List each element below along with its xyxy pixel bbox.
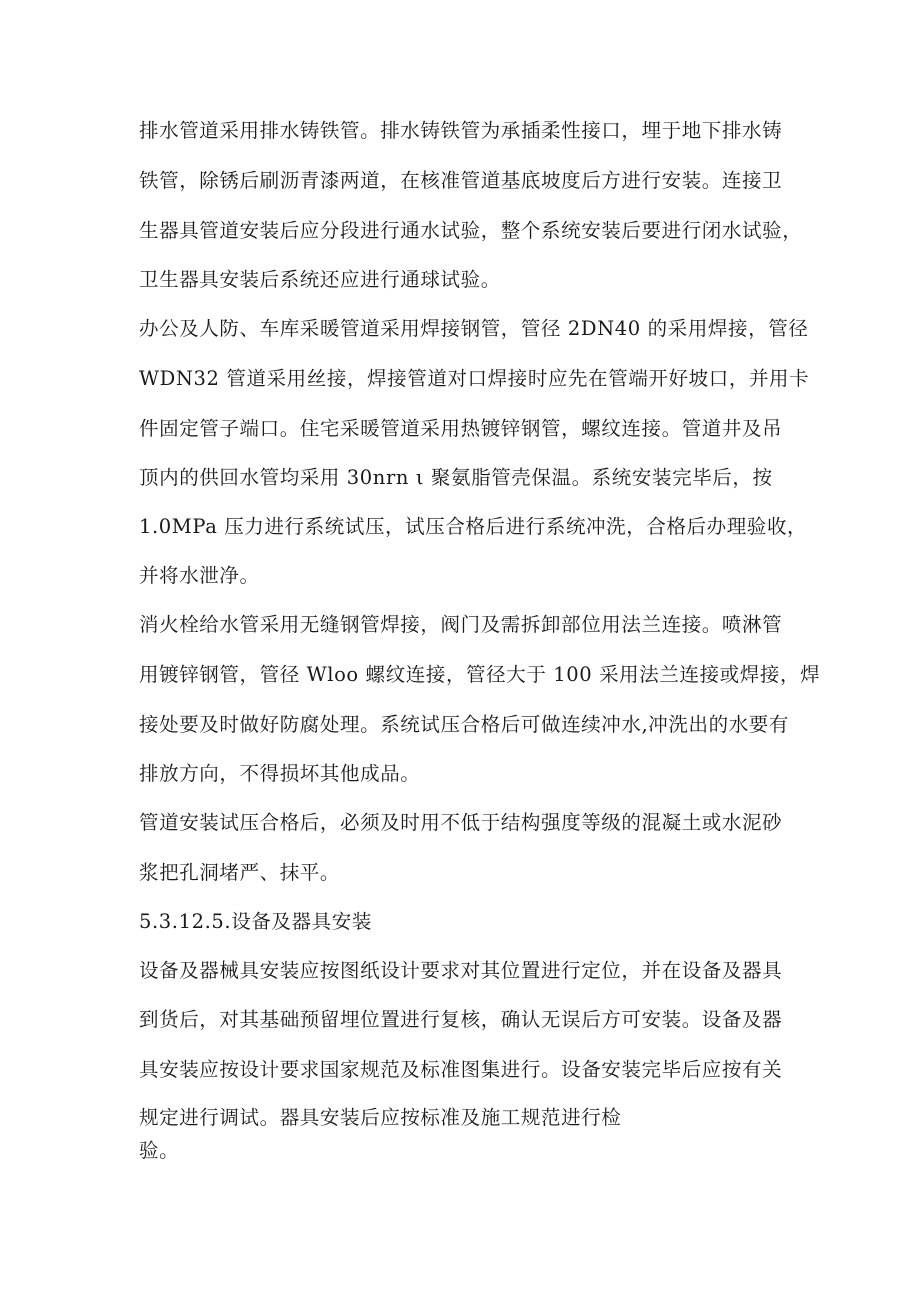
paragraph-line: 生器具管道安装后应分段进行通水试验，整个系统安装后要进行闭水试验， xyxy=(139,219,803,242)
paragraph-line: 铁管，除锈后刷沥青漆两道，在核准管道基底坡度后方进行安装。连接卫 xyxy=(139,169,783,192)
paragraph-line: 件固定管子端口。住宅采暖管道采用热镀锌钢管，螺纹连接。管道井及吊 xyxy=(139,417,783,440)
paragraph-line: 用镀锌钢管，管径 Wloo 螺纹连接，管径大于 100 采用法兰连接或焊接，焊 xyxy=(139,663,821,686)
paragraph-line: WDN32 管道采用丝接，焊接管道对口焊接时应先在管端开好坡口，并用卡 xyxy=(139,367,810,390)
paragraph-line: 排放方向，不得损坏其他成品。 xyxy=(139,762,421,785)
paragraph-line: 设备及器械具安装应按图纸设计要求对其位置进行定位，并在设备及器具 xyxy=(139,959,783,982)
paragraph-line: 规定进行调试。器具安装后应按标准及施工规范进行检 xyxy=(139,1106,622,1129)
paragraph-line: 卫生器具安装后系统还应进行通球试验。 xyxy=(139,268,501,291)
paragraph-line: 浆把孔洞堵严、抹平。 xyxy=(139,861,341,884)
paragraph-line: 1.0MPa 压力进行系统试压，试压合格后进行系统冲洗，合格后办理验收， xyxy=(139,515,808,538)
paragraph-line: 办公及人防、车库采暖管道采用焊接钢管，管径 2DN40 的采用焊接，管径 xyxy=(139,317,809,340)
section-heading: 5.3.12.5.设备及器具安装 xyxy=(139,910,372,933)
paragraph-line: 到货后，对其基础预留埋位置进行复核，确认无误后方可安装。设备及器 xyxy=(139,1008,783,1031)
paragraph-line: 具安装应按设计要求国家规范及标准图集进行。设备安装完毕后应按有关 xyxy=(139,1058,783,1081)
paragraph-line: 并将水泄净。 xyxy=(139,564,260,587)
paragraph-line: 接处要及时做好防腐处理。系统试压合格后可做连续冲水,冲洗出的水要有 xyxy=(139,713,789,736)
paragraph-line: 排水管道采用排水铸铁管。排水铸铁管为承插柔性接口，埋于地下排水铸 xyxy=(139,119,783,142)
paragraph-line: 管道安装试压合格后，必须及时用不低于结构强度等级的混凝土或水泥砂 xyxy=(139,811,783,834)
paragraph-line: 消火栓给水管采用无缝钢管焊接，阀门及需拆卸部位用法兰连接。喷淋管 xyxy=(139,613,783,636)
paragraph-line: 验。 xyxy=(139,1139,180,1162)
paragraph-line: 顶内的供回水管均采用 30nrn ι 聚氨脂管壳保温。系统安装完毕后，按 xyxy=(139,466,773,489)
